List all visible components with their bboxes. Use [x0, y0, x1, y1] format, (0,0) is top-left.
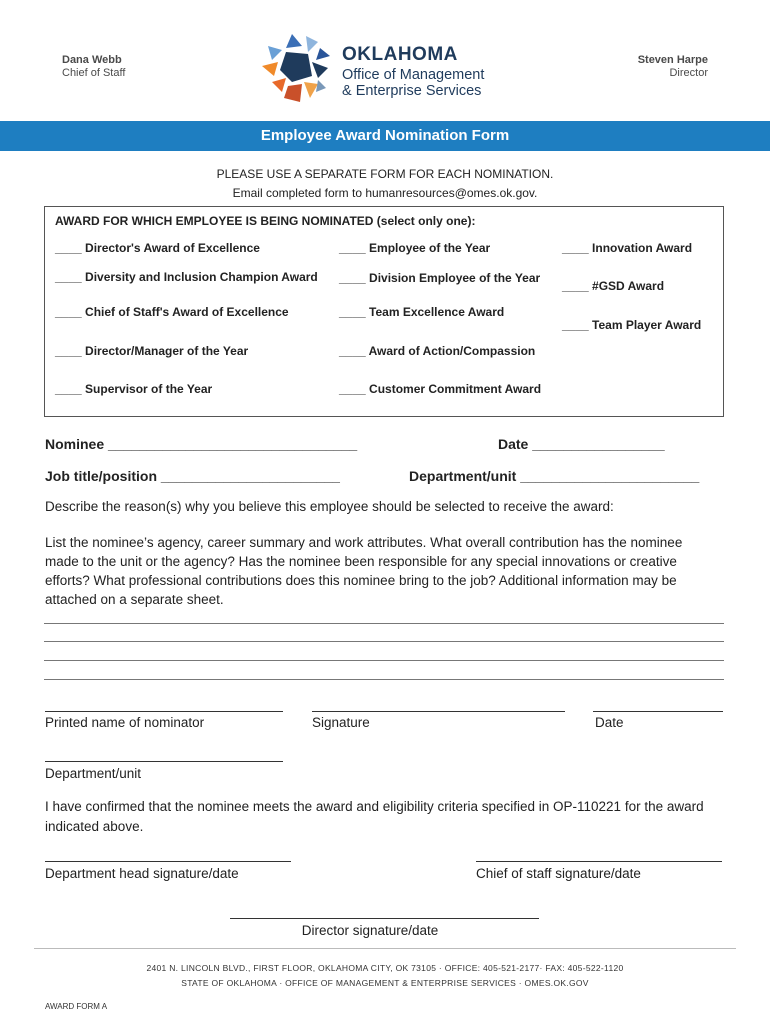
nominee-field[interactable]: Nominee ________________________________ — [45, 436, 358, 452]
logo-enterprise-text: & Enterprise Services — [342, 83, 482, 99]
right-official-title: Director — [669, 67, 708, 79]
paragraph-line: attached on a separate sheet. — [45, 592, 224, 607]
paragraph-line: List the nominee’s agency, career summary and work attributes. What overall contribution has the nominee — [45, 535, 683, 550]
date-line[interactable] — [593, 711, 723, 712]
award-team-player[interactable]: ____ Team Player Award — [562, 318, 702, 332]
writing-line[interactable] — [44, 679, 724, 680]
left-official-title: Chief of Staff — [62, 67, 126, 79]
printed-name-label: Printed name of nominator — [45, 715, 205, 730]
award-employee-of-year[interactable]: ____ Employee of the Year — [339, 241, 491, 255]
department-unit-label: Department/unit — [45, 766, 142, 781]
describe-reason-text: Describe the reason(s) why you believe this employee should be selected to receive the award: — [45, 499, 614, 514]
department-unit-line[interactable] — [45, 761, 283, 762]
award-diversity-inclusion[interactable]: ____ Diversity and Inclusion Champion Award — [55, 270, 318, 284]
signature-label: Signature — [312, 715, 370, 730]
award-supervisor[interactable]: ____ Supervisor of the Year — [55, 382, 213, 396]
signature-line[interactable] — [312, 711, 565, 712]
writing-line[interactable] — [44, 641, 724, 642]
printed-name-line[interactable] — [45, 711, 283, 712]
email-instruction: Email completed form to humanresources@omes.ok.gov. — [232, 186, 538, 200]
oklahoma-star-logo-icon — [262, 32, 332, 104]
award-innovation[interactable]: ____ Innovation Award — [562, 241, 693, 255]
confirmation-line: I have confirmed that the nominee meets the award and eligibility criteria specified in OP-110221 for the award — [45, 799, 704, 814]
confirmation-text — [45, 797, 704, 837]
paragraph-line: efforts? What professional contributions does this nominee bring to the job? Additional information may be — [45, 573, 677, 588]
award-director-manager[interactable]: ____ Director/Manager of the Year — [55, 344, 249, 358]
dept-head-signature-line[interactable] — [45, 861, 291, 862]
chief-of-staff-signature-label: Chief of staff signature/date — [476, 866, 641, 881]
writing-line[interactable] — [44, 623, 724, 624]
paragraph-line: made to the unit or the agency? Has the nominee been responsible for any special innovations or creative — [45, 554, 677, 569]
award-chief-of-staff-excellence[interactable]: ____ Chief of Staff's Award of Excellence — [55, 305, 289, 319]
writing-line[interactable] — [44, 660, 724, 661]
footer-divider — [34, 948, 736, 949]
right-official-name: Steven Harpe — [637, 54, 708, 66]
left-official-name: Dana Webb — [62, 54, 122, 66]
award-directors-excellence[interactable]: ____ Director's Award of Excellence — [55, 241, 260, 255]
director-signature-line[interactable] — [230, 918, 539, 919]
award-division-employee[interactable]: ____ Division Employee of the Year — [339, 271, 541, 285]
award-box-heading: AWARD FOR WHICH EMPLOYEE IS BEING NOMINATED (select only one): — [55, 214, 476, 228]
award-action-compassion[interactable]: ____ Award of Action/Compassion — [339, 344, 536, 358]
confirmation-line: indicated above. — [45, 819, 144, 834]
logo-office-text: Office of Management — [342, 67, 485, 83]
footer-address: 2401 N. LINCOLN BLVD., FIRST FLOOR, OKLAHOMA CITY, OK 73105 · OFFICE: 405-521-2177· FAX: 405-522-1120 — [146, 963, 624, 973]
logo-oklahoma-text: OKLAHOMA — [342, 44, 458, 65]
form-title: Employee Award Nomination Form — [260, 127, 510, 144]
award-team-excellence[interactable]: ____ Team Excellence Award — [339, 305, 505, 319]
department-field[interactable]: Department/unit _______________________ — [409, 468, 700, 484]
list-nominee-paragraph — [45, 533, 682, 609]
date-field[interactable]: Date _________________ — [498, 436, 665, 452]
award-gsd[interactable]: ____ #GSD Award — [562, 279, 665, 293]
dept-head-signature-label: Department head signature/date — [45, 866, 239, 881]
job-title-field[interactable]: Job title/position _______________________ — [45, 468, 340, 484]
footer-agency: STATE OF OKLAHOMA · OFFICE OF MANAGEMENT & ENTERPRISE SERVICES · OMES.OK.GOV — [181, 978, 589, 988]
form-title-banner — [0, 121, 770, 151]
director-signature-label: Director signature/date — [301, 923, 439, 938]
form-id: AWARD FORM A — [45, 1002, 108, 1011]
chief-of-staff-signature-line[interactable] — [476, 861, 722, 862]
date-label: Date — [595, 715, 624, 730]
separate-form-instruction: PLEASE USE A SEPARATE FORM FOR EACH NOMINATION. — [216, 167, 554, 181]
award-customer-commitment[interactable]: ____ Customer Commitment Award — [339, 382, 542, 396]
